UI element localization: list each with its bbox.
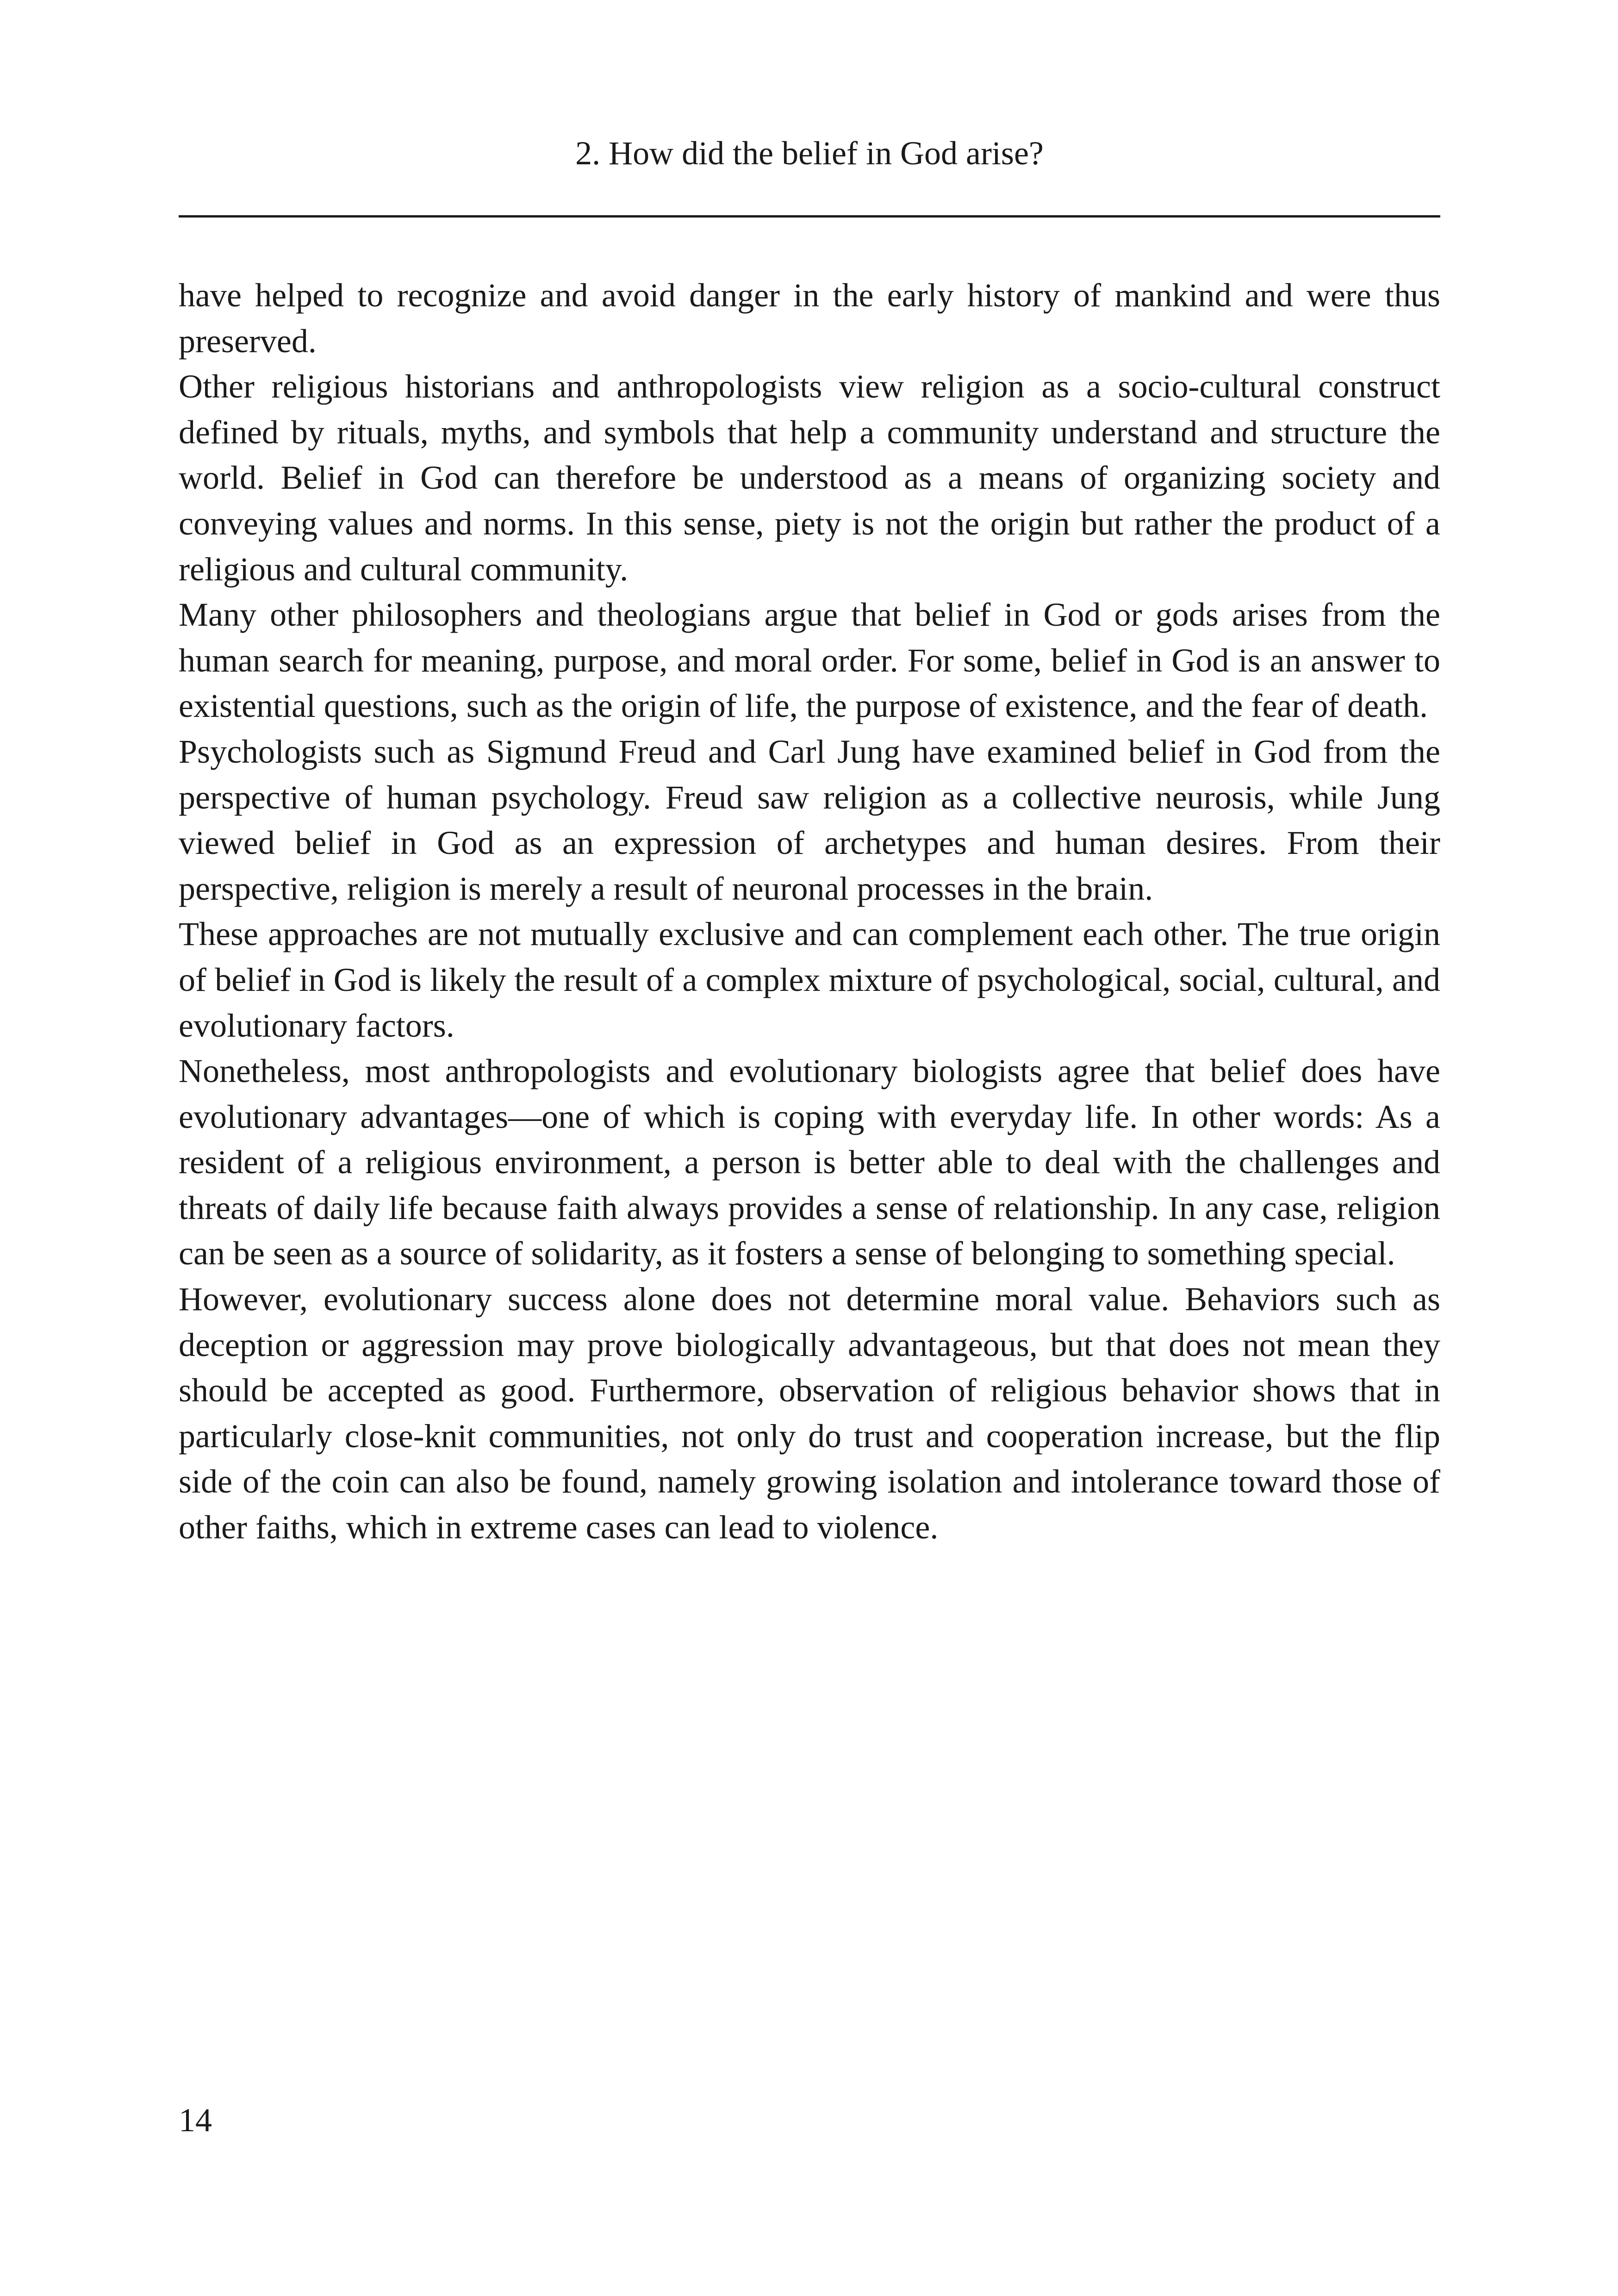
body-text: [179, 273, 1440, 1550]
header-rule: [179, 215, 1440, 218]
running-header: 2. How did the belief in God arise?: [575, 135, 1044, 172]
paragraph: Many other philosophers and theologians argue that belief in God or gods arises from the human search for meaning, purpose, and moral order. For some, belief in God is an answer to existential questions, such as the origin of life, the purpose of existence, and the fear of death.: [179, 596, 1440, 725]
paragraph: have helped to recognize and avoid danger in the early history of mankind and were thus preserved.: [179, 277, 1440, 360]
paragraph: These approaches are not mutually exclusive and can complement each other. The true origin of belief in God is likely the result of a complex mixture of psychological, social, cultural, and evolutionary factors.: [179, 915, 1440, 1044]
paragraph: However, evolutionary success alone does not determine moral value. Behaviors such as deception or aggression may prove biologically advantageous, but that does not mean they should be accepted as good. Furthermore, observation of religious behavior shows that in particularly close-knit communities, not only do trust and cooperation increase, but the flip side of the coin can also be found, namely growing isolation and intolerance toward those of other faiths, which in extreme cases can lead to violence.: [179, 1281, 1440, 1546]
paragraph: Other religious historians and anthropologists view religion as a socio-cultural construct defined by rituals, myths, and symbols that help a community understand and structure the world. Belief in God can therefore be understood as a means of organizing society and conveying values and norms. In this sense, piety is not the origin but rather the product of a religious and cultural community.: [179, 368, 1440, 588]
page-number: 14: [179, 2102, 212, 2139]
paragraph: Psychologists such as Sigmund Freud and Carl Jung have examined belief in God from the perspective of human psychology. Freud saw religion as a collective neurosis, while Jung viewed belief in God as an expression of archetypes and human desires. From their perspective, religion is merely a result of neuronal processes in the brain.: [179, 733, 1440, 907]
paragraph: Nonetheless, most anthropologists and evolutionary biologists agree that belief does have evolutionary advantages—one of which is coping with everyday life. In other words: As a resident of a religious environment, a person is better able to deal with the challenges and threats of daily life because faith always provides a sense of relationship. In any case, religion can be seen as a source of solidarity, as it fosters a sense of belonging to something special.: [179, 1052, 1440, 1272]
